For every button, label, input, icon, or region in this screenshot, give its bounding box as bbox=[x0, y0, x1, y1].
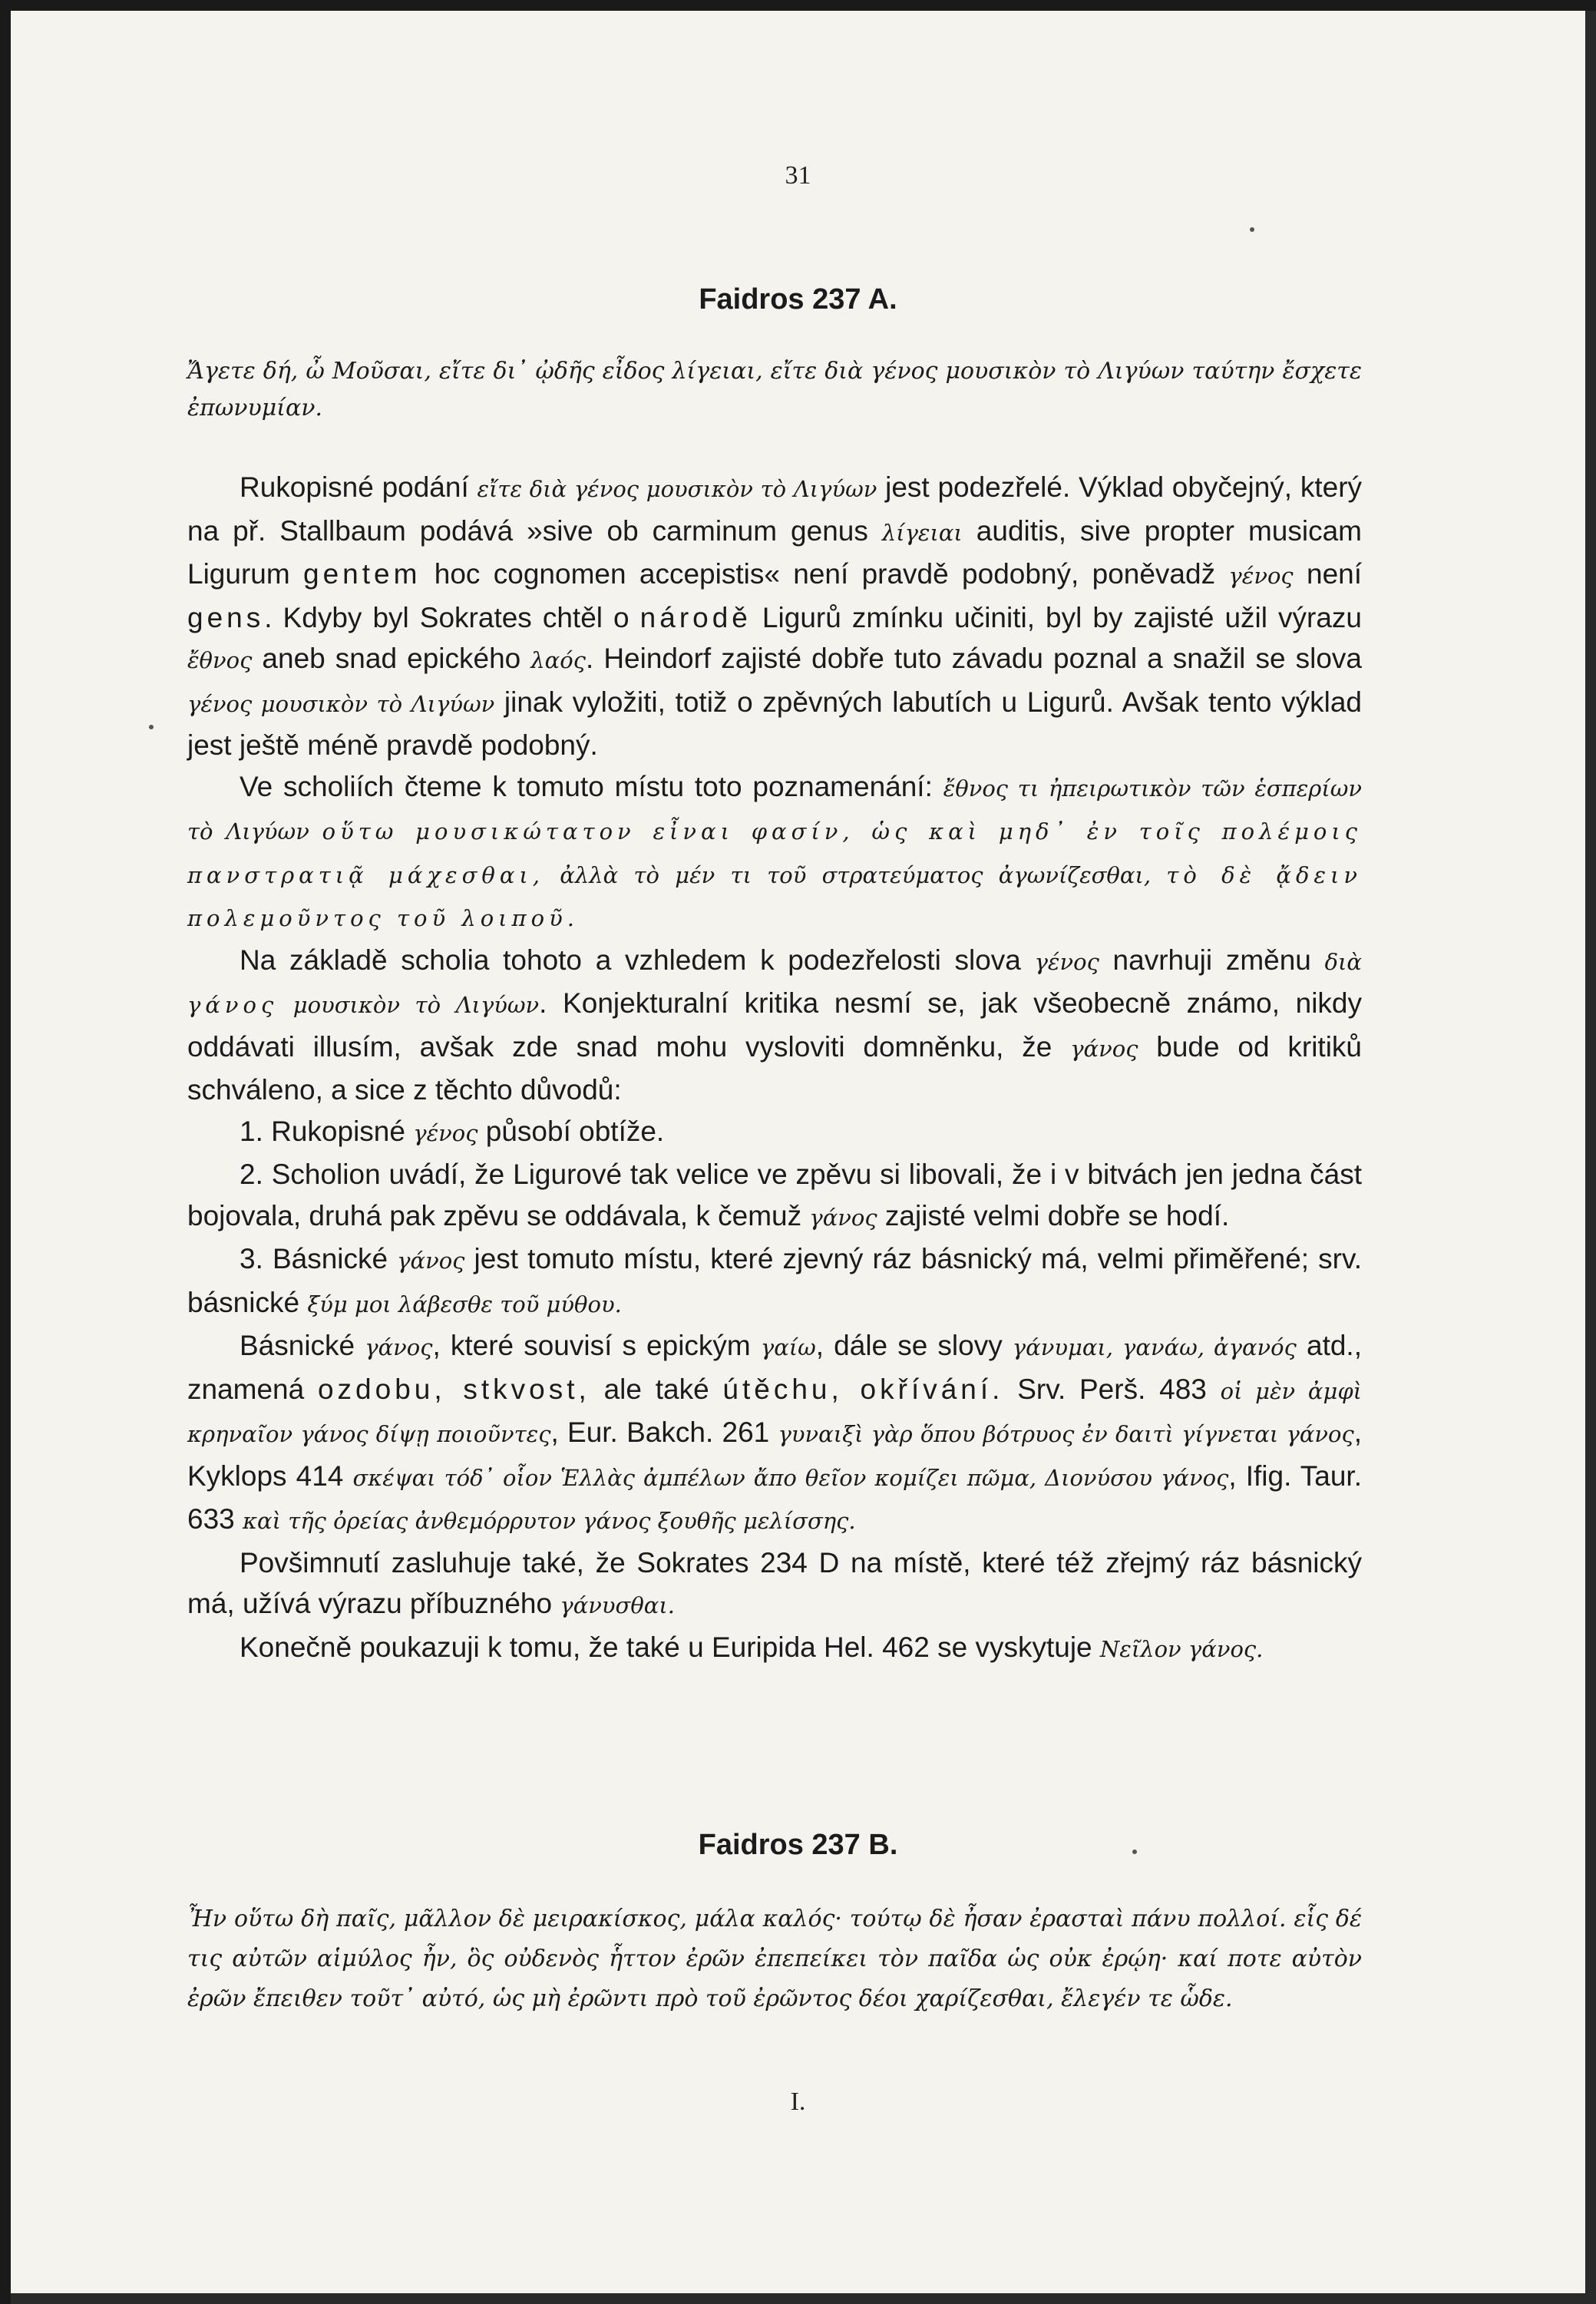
paragraph: Básnické γάνος, které souvisí s epickým γαίω, dále se slovy γάνυμαι, γανάω, ἀγανός atd., znamená ozdobu, stkvost, ale také útěchu, okřívání. Srv. Perš. 483 οἱ μὲν ἀμφὶ κρηναῖον γάνος δίψῃ ποιοῦντες, Eur. Bakch. 261 γυναιξὶ γὰρ ὅπου βότρυος ἐν δαιτὶ γίγνεται γάνος, Kyklops 414 σκέψαι τόδ᾽ οἷον Ἑλλὰς ἀμπέλων ἄπο θεῖον κομίζει πῶμα, Διονύσου γάνος, Ifig. Taur. 633 καὶ τῆς ὀρείας ἀνθεμόρρυτον γάνος ξουθῆς μελίσσης. bbox=[187, 1330, 1363, 1535]
paragraph: Povšimnutí zasluhuje také, že Sokrates 234 D na místě, které též zřejmý ráz básnický má, užívá výrazu příbuzného γάνυσθαι. bbox=[187, 1546, 1362, 1619]
paragraph: Konečně poukazuji k tomu, že také u Euripida Hel. 462 se vyskytuje Νεῖλον γάνος. bbox=[240, 1631, 1264, 1663]
section-heading-237b: Faidros 237 B. bbox=[698, 1829, 898, 1861]
scan-speck bbox=[149, 725, 154, 729]
paragraph: 2. Scholion uvádí, že Ligurové tak velice ve zpěvu si libovali, že i v bitvách jen jedna část bojovala, druhá pak zpěvu se oddávala, k čemuž γάνος zajisté velmi dobře se hodí. bbox=[187, 1159, 1362, 1231]
signature-mark: I. bbox=[790, 2087, 806, 2116]
book-spine-edge bbox=[0, 0, 11, 2304]
paragraph: 1. Rukopisné γένος působí obtíže. bbox=[240, 1115, 665, 1147]
greek-quote-237a: Ἄγετε δή, ὦ Μοῦσαι, εἴτε δι᾽ ᾠδῆς εἶδος λίγειαι, εἴτε διὰ γένος μουσικὸν τὸ Λιγύων ταύτην ἔσχετε ἐπωνυμίαν. bbox=[187, 358, 1362, 421]
greek-quote-237b: Ἦν οὕτω δὴ παῖς, μᾶλλον δὲ μειρακίσκος, μάλα καλός· τούτῳ δὲ ἦσαν ἐρασταὶ πάνυ πολλοί. εἷς δέ τις αὐτῶν αἱμύλος ἦν, ὃς οὐδενὸς ἧττον ἐρῶν ἐπεπείκει τὸν παῖδα ὡς οὐκ ἐρῴη· καί ποτε αὐτὸν ἐρῶν ἔπειθεν τοῦτ᾽ αὐτό, ὡς μὴ ἐρῶντι πρὸ τοῦ ἐρῶντος δέοι χαρίζεσθαι, ἔλεγέν τε ὧδε. bbox=[187, 1906, 1362, 2012]
section-heading-237a: Faidros 237 A. bbox=[699, 283, 897, 316]
paragraph: 3. Básnické γάνος jest tomuto místu, které zjevný ráz básnický má, velmi přiměřené; srv. básnické ξύμ μοι λάβεσθε τοῦ μύθου. bbox=[187, 1243, 1362, 1318]
paragraph: Na základě scholia tohoto a vzhledem k podezřelosti slova γένος navrhuji změnu διὰ γάνος μουσικὸν τὸ Λιγύων. Konjekturalní kritika nesmí se, jak všeobecně známo, nikdy oddávati illusím, avšak zde snad mohu vysloviti domněnku, že γάνος bude od kritiků schváleno, a sice z těchto důvodů: bbox=[187, 944, 1363, 1106]
body-text-237a bbox=[187, 467, 1362, 1670]
document-page bbox=[11, 11, 1585, 2293]
scan-speck bbox=[1250, 227, 1254, 232]
page-number: 31 bbox=[785, 161, 811, 190]
scan-top-edge bbox=[0, 0, 1596, 11]
paragraph: Rukopisné podání εἴτε διὰ γένος μουσικὸν τὸ Λιγύων jest podezřelé. Výklad obyčejný, který na př. Stallbaum podává »sive ob carminum genus λίγειαι auditis, sive propter musicam Ligurum gentem hoc cognomen accepistis« není pravdě podobný, poněvadž γένος není gens. Kdyby byl Sokrates chtěl o národě Ligurů zmínku učiniti, byl by zajisté užil výrazu ἔθνος aneb snad epického λαός. Heindorf zajisté dobře tuto závadu poznal a snažil se slova γένος μουσικὸν τὸ Λιγύων jinak vyložiti, totiž o zpěvných labutích u Ligurů. Avšak tento výklad jest ještě méně pravdě podobný. bbox=[187, 471, 1363, 761]
paragraph: Ve scholiích čteme k tomuto místu toto poznamenání: ἔθνος τι ἠπειρωτικὸν τῶν ἑσπερίων τὸ Λιγύων οὕτω μουσικώτατον εἶναι φασίν, ὡς καὶ μηδ᾽ ἐν τοῖς πολέμοις πανστρατιᾷ μάχεσθαι, ἀλλὰ τὸ μέν τι τοῦ στρατεύματος ἀγωνίζεσθαι, τὸ δὲ ᾄδειν πολεμοῦντος τοῦ λοιποῦ. bbox=[187, 770, 1363, 931]
scan-speck bbox=[1132, 1849, 1137, 1854]
